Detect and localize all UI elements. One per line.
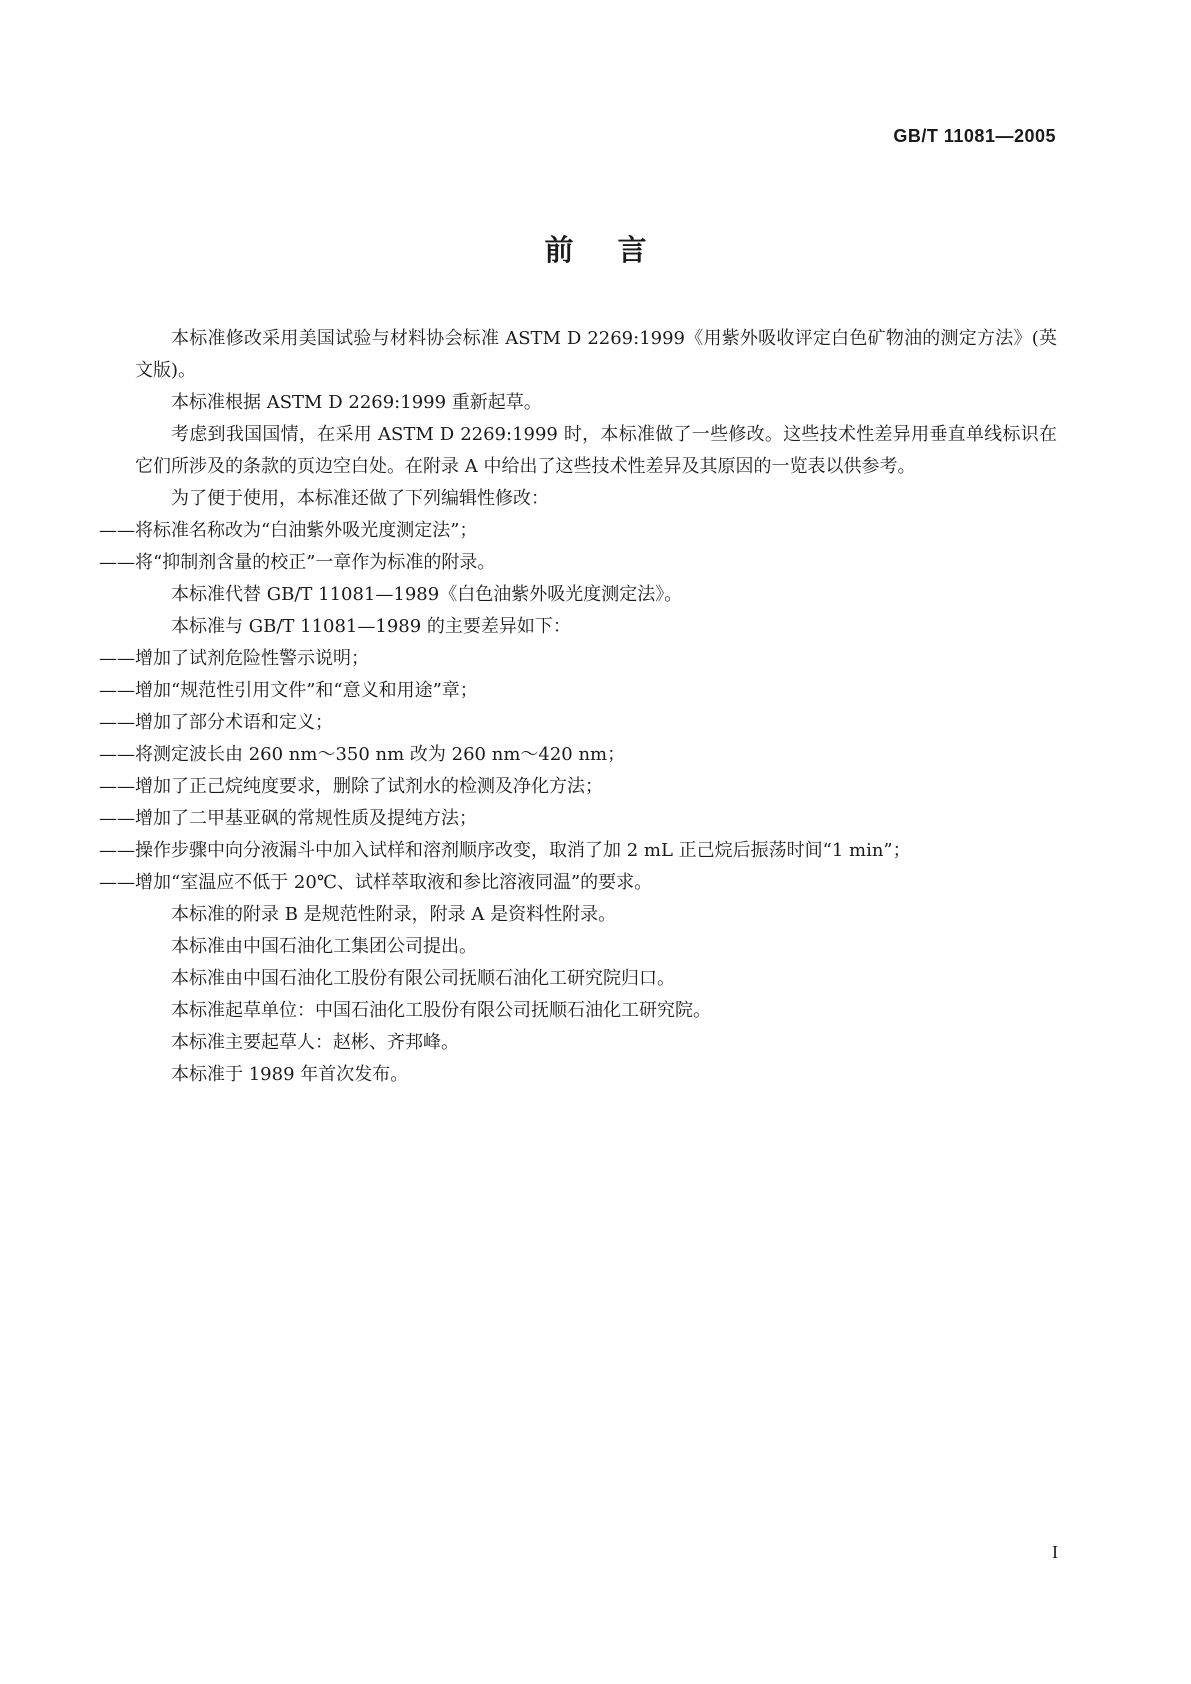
- dash-mark: ——: [99, 744, 135, 765]
- paragraph: 本标准起草单位：中国石油化工股份有限公司抚顺石油化工研究院。: [171, 1000, 711, 1021]
- paragraph: 本标准由中国石油化工集团公司提出。: [171, 936, 477, 957]
- dash-mark: ——: [99, 520, 135, 541]
- dash-mark: ——: [99, 712, 135, 733]
- dash-mark: ——: [99, 776, 135, 797]
- paragraph: 本标准的附录 B 是规范性附录，附录 A 是资料性附录。: [171, 904, 617, 925]
- dash-list-item: [99, 515, 1057, 547]
- paragraph: 本标准由中国石油化工股份有限公司抚顺石油化工研究院归口。: [171, 968, 675, 989]
- dash-list-item: [99, 547, 1057, 579]
- dash-list-item: [99, 803, 1057, 835]
- list-item-text: 将测定波长由 260 nm～350 nm 改为 260 nm～420 nm；: [135, 744, 626, 765]
- list-item-text: 增加了二甲基亚砜的常规性质及提纯方法；: [135, 808, 477, 829]
- page-number: I: [1052, 1542, 1058, 1562]
- list-item-text: 增加“规范性引用文件”和“意义和用途”章；: [135, 680, 478, 701]
- list-item-text: 增加了正己烷纯度要求，删除了试剂水的检测及净化方法；: [135, 776, 603, 797]
- dash-mark: ——: [99, 808, 135, 829]
- list-item-text: 将“抑制剂含量的校正”一章作为标准的附录。: [135, 552, 496, 573]
- list-item-text: 增加了试剂危险性警示说明；: [135, 648, 369, 669]
- dash-mark: ——: [99, 872, 135, 893]
- dash-list-item: [99, 675, 1057, 707]
- dash-mark: ——: [99, 552, 135, 573]
- dash-mark: ——: [99, 680, 135, 701]
- paragraph: 本标准主要起草人：赵彬、齐邦峰。: [171, 1032, 459, 1053]
- dash-list-item: [99, 739, 1057, 771]
- list-item-text: 增加“室温应不低于 20℃、试样萃取液和参比溶液同温”的要求。: [135, 872, 653, 893]
- foreword-body: [99, 323, 1057, 1091]
- dash-list-item: [99, 835, 1057, 867]
- paragraph: 为了便于使用，本标准还做了下列编辑性修改：: [171, 488, 549, 509]
- standard-number: GB/T 11081—2005: [893, 126, 1056, 146]
- dash-list-item: [99, 643, 1057, 675]
- dash-list-item: [99, 867, 1057, 899]
- list-item-text: 将标准名称改为“白油紫外吸光度测定法”；: [135, 520, 478, 541]
- dash-list-item: [99, 707, 1057, 739]
- paragraph: 本标准修改采用美国试验与材料协会标准 ASTM D 2269:1999《用紫外吸收评定白色矿物油的测定方法》(英文版)。: [135, 328, 1057, 381]
- list-item-text: 操作步骤中向分液漏斗中加入试样和溶剂顺序改变，取消了加 2 mL 正己烷后振荡时间“1 min”；: [135, 840, 911, 861]
- list-item-text: 增加了部分术语和定义；: [135, 712, 333, 733]
- paragraph: 本标准根据 ASTM D 2269:1999 重新起草。: [171, 392, 542, 413]
- dash-list-item: [99, 771, 1057, 803]
- paragraph: 本标准代替 GB/T 11081—1989《白色油紫外吸光度测定法》。: [171, 584, 683, 605]
- page-title: 前言: [544, 233, 691, 267]
- paragraph: 本标准与 GB/T 11081—1989 的主要差异如下：: [171, 616, 571, 637]
- paragraph: 本标准于 1989 年首次发布。: [171, 1064, 409, 1085]
- dash-mark: ——: [99, 840, 135, 861]
- dash-mark: ——: [99, 648, 135, 669]
- paragraph: 考虑到我国国情，在采用 ASTM D 2269:1999 时，本标准做了一些修改。这些技术性差异用垂直单线标识在它们所涉及的条款的页边空白处。在附录 A 中给出了这些技术性差异及其原因的一览表以供参考。: [135, 424, 1057, 477]
